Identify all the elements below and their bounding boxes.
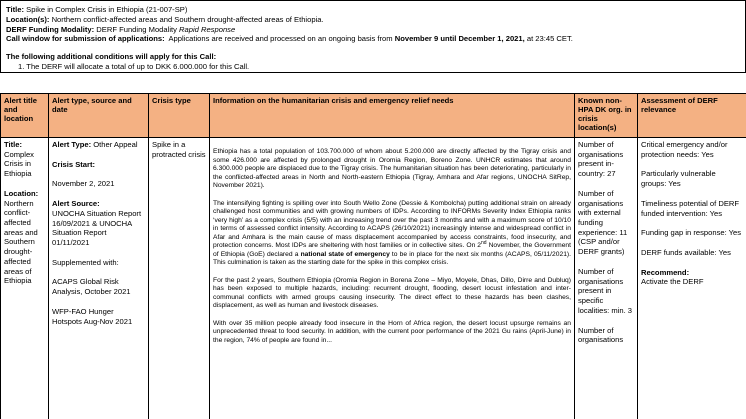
table-row — [1, 138, 746, 419]
info-paragraph-2: The intensifying fighting is spilling over into South Wello Zone (Dessie & Kombolcha) putting additional strain on already challenged host communities and with growing numbers of IDPs. According to INFORMs Severity Index Ethiopia ranks ‘very high’ as a complex crisis (5/5) with an increasing trend over the past 3 months and with a maximum score of 10/10 in terms of assessed conflict intensity. According to ACAPS (26/10/2021) increasingly intense and widespread conflict in Afar and Amhara is the main cause of mass displacement accompanied by access constraints, food insecurity, and protection concerns. Most IDPs are sheltering with host families or in collective sites. On 2nd November, the Government of Ethiopia (GoE) declared a national state of emergency to be in place for the next six months (ACAPS, 05/11/2021). This culmination is taken as the starting date for the spike in this complex crisis. — [213, 199, 572, 266]
call-window-label: Call window for submission of applications: — [6, 34, 165, 44]
conditions-heading: The following additional conditions will apply for this Call: — [6, 52, 217, 61]
cell-information — [210, 138, 575, 419]
call-modality-italic: Rapid Response — [179, 24, 236, 34]
call-location-label: Location(s): — [6, 14, 50, 24]
call-modality-value: DERF Funding Modality — [96, 24, 177, 34]
info-paragraph-1: Ethiopia has a total population of 103.700.000 of whom about 5.200.000 are directly affected by the Tigray crisis and some 426.000 are affected by prolonged drought in Oromia Region, Boreno Zone. UNHCR estimates that around 6.300.000 people are displaced due to the Tigray crisis. The humanitarian situation has been deteriorating, particularly in the conflicted-affected areas in North and North-eastern Ethiopia (Tigray, Amhara and Afar regions, UNOCHA SitRep, November 2021). — [213, 148, 571, 189]
call-location-line — [6, 15, 740, 24]
assess-vulnerable: Particularly vulnerable groups: Yes — [641, 169, 716, 189]
cell-assessment — [638, 138, 746, 419]
alert-source-label: Alert Source: — [52, 199, 100, 209]
header-alert-type: Alert type, source and date — [49, 94, 149, 138]
cell-alert-type — [49, 138, 149, 419]
condition-item-1: 1. The DERF will allocate a total of up to DKK 6.000.000 for this Call. — [18, 61, 250, 71]
assess-critical: Critical emergency and/or protection needs: Yes — [641, 140, 728, 159]
crisis-start-value: November 2, 2021 — [52, 179, 115, 189]
call-window-text: Applications are received and processed on an ongoing basis from — [168, 34, 393, 44]
cell-alert-title — [1, 138, 49, 419]
call-title-line — [6, 5, 740, 14]
call-header-box — [0, 0, 746, 73]
call-location-value: Northern conflict-affected areas and Southern drought-affected areas of Ethiopia. — [51, 14, 324, 24]
alert-source-value: UNOCHA Situation Report 16/09/2021 & UNOCHA Situation Report 01/11/2021 — [52, 208, 142, 248]
crisis-start-label: Crisis Start: — [52, 159, 96, 169]
header-known-orgs: Known non-HPA DK org. in crisis location(s) — [575, 94, 638, 138]
orgs-more: Number of organisations — [578, 325, 624, 345]
assess-funding-gap: Funding gap in response: Yes — [641, 228, 742, 238]
alert-type-value: Other Appeal — [93, 140, 138, 149]
wfp-source: WFP-FAO Hunger Hotspots Aug-Nov 2021 — [52, 306, 133, 326]
table-header-row — [1, 94, 746, 138]
header-alert-title: Alert title and location — [1, 94, 49, 138]
cell-known-orgs — [575, 138, 638, 419]
supplemented-label: Supplemented with: — [52, 257, 119, 267]
call-title-value: Spike in Complex Crisis in Ethiopia (21-007-SP) — [26, 5, 188, 14]
alert-location-label: Location: — [4, 188, 39, 198]
orgs-funding: Number of organisations with external funding experience: 11 (CSP and/or DERF grants) — [578, 188, 628, 257]
header-crisis-type: Crisis type — [149, 94, 210, 138]
crisis-type-value: Spike in a protracted crisis — [152, 140, 206, 159]
call-modality-line — [6, 25, 740, 34]
call-window-dates: November 9 until December 1, 2021, — [394, 34, 525, 44]
assess-timeliness: Timeliness potential of DERF funded intervention: Yes — [641, 198, 740, 218]
info-paragraph-4: With over 35 million people already food insecure in the Horn of Africa region, the desert locust upsurge remains an unprecedented threat to food security. In addition, with the current poor performance of the 2021 Gu rains (April-June) in the region, 74% of people are found in... — [213, 319, 571, 344]
alert-table — [0, 93, 746, 419]
call-modality-label: DERF Funding Modality: — [6, 24, 95, 34]
alert-location-value: Northern conflict-affected areas and Southern drought-affected areas of Ethiopia — [4, 198, 38, 286]
cell-crisis-type — [149, 138, 210, 419]
orgs-localities: Number of organisations present in specific localities: min. 3 — [578, 266, 633, 315]
assess-derf-funds: DERF funds available: Yes — [641, 248, 731, 258]
recommend-label: Recommend: — [641, 267, 690, 277]
alert-type-label: Alert Type: — [52, 140, 92, 149]
recommend-value: Activate the DERF — [641, 277, 704, 287]
orgs-present: Number of organisations present in-country: 27 — [578, 140, 624, 179]
call-window-end: at 23:45 CET. — [526, 34, 573, 44]
call-window-line — [6, 34, 740, 43]
info-paragraph-3: For the past 2 years, Southern Ethiopia (Oromia Region in Borena Zone – Miyo, Moyele, Dhas, Dillo, Dirre and Dubluq) has been exposed to multiple hazards, including: recurrent drought, flooding, desert locust infestation and inter-communal conflicts with armed groups causing insecurity. The direct effect to these hazards has been clashes, displacement, as well as human and livestock diseases. — [213, 276, 571, 309]
header-assessment: Assessment of DERF relevance — [638, 94, 746, 138]
header-information: Information on the humanitarian crisis and emergency relief needs — [210, 94, 575, 138]
alert-title-value: Complex Crisis in Ethiopia — [4, 149, 34, 179]
acaps-source: ACAPS Global Risk Analysis, October 2021 — [52, 277, 131, 297]
call-title-label: Title: — [6, 5, 25, 14]
alert-title-label: Title: — [4, 140, 23, 149]
